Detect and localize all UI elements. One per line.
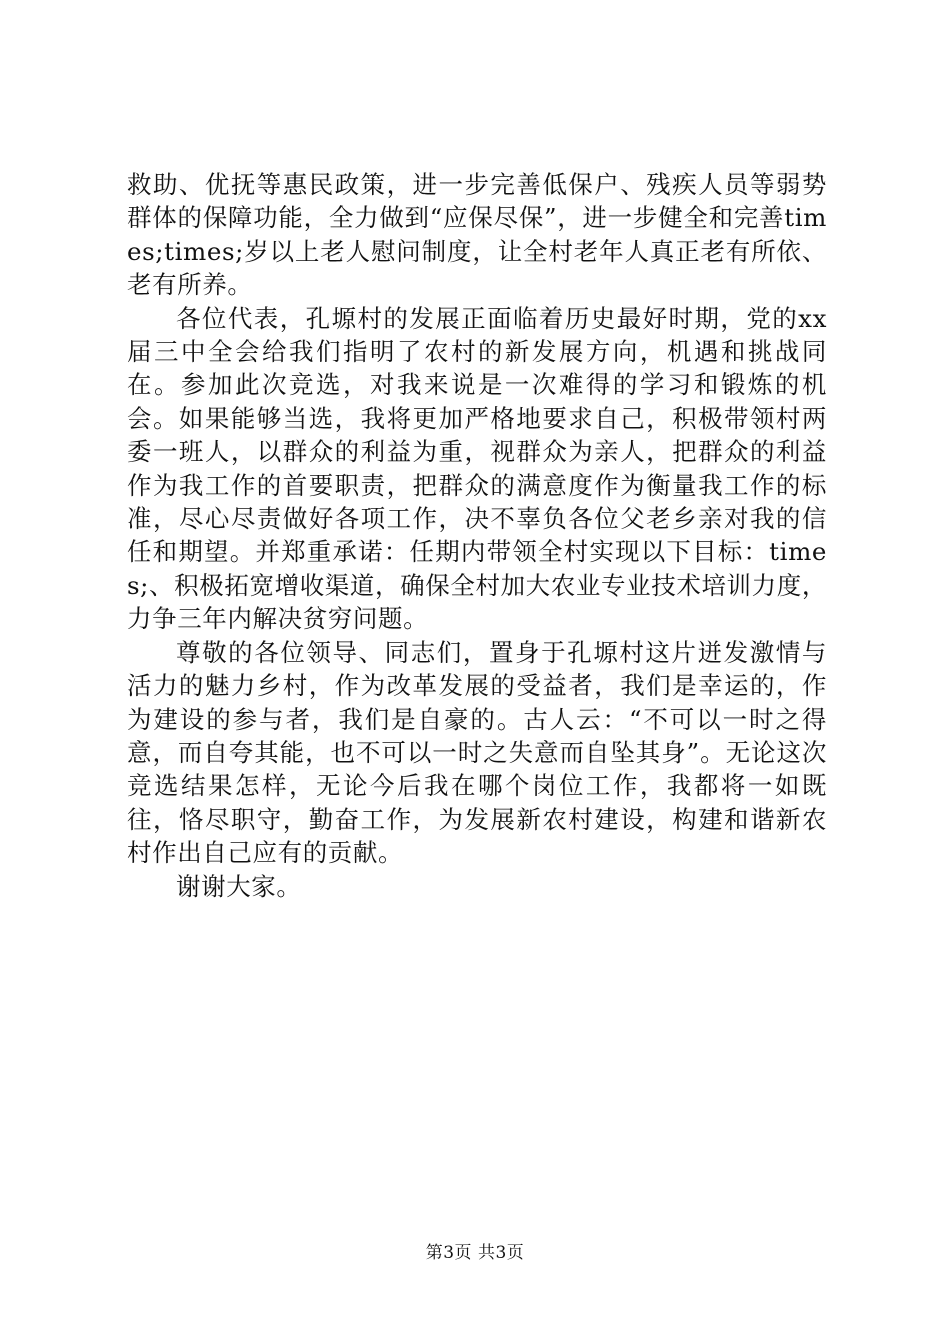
paragraph-continued: 救助、优抚等惠民政策，进一步完善低保户、残疾人员等弱势群体的保障功能，全力做到“应保尽保”，进一步健全和完善times;times;岁以上老人慰问制度，让全村老年人真正老有所依、老有所养。 bbox=[127, 170, 827, 300]
paragraph-representatives: 各位代表，孔塬村的发展正面临着历史最好时期，党的xx届三中全会给我们指明了农村的新发展方向，机遇和挑战同在。参加此次竞选，对我来说是一次难得的学习和锻炼的机会。如果能够当选，我将更加严格地要求自己，积极带领村两委一班人，以群众的利益为重，视群众为亲人，把群众的利益作为我工作的首要职责，把群众的满意度作为衡量我工作的标准，尽心尽责做好各项工作，决不辜负各位父老乡亲对我的信任和期望。并郑重承诺：任期内带领全村实现以下目标：times;、积极拓宽增收渠道，确保全村加大农业专业技术培训力度，力争三年内解决贫穷问题。 bbox=[127, 303, 827, 634]
paragraph-leaders: 尊敬的各位领导、同志们，置身于孔塬村这片迸发激情与活力的魅力乡村，作为改革发展的受益者，我们是幸运的，作为建设的参与者，我们是自豪的。古人云：“不可以一时之得意，而自夸其能，也不可以一时之失意而自坠其身”。无论这次竞选结果怎样，无论今后我在哪个岗位工作，我都将一如既往，恪尽职守，勤奋工作，为发展新农村建设，构建和谐新农村作出自己应有的贡献。 bbox=[127, 637, 827, 868]
paragraph-thanks: 谢谢大家。 bbox=[176, 871, 302, 901]
page-number-footer: 第3页 共3页 bbox=[425, 1243, 525, 1263]
document-body bbox=[127, 168, 827, 903]
